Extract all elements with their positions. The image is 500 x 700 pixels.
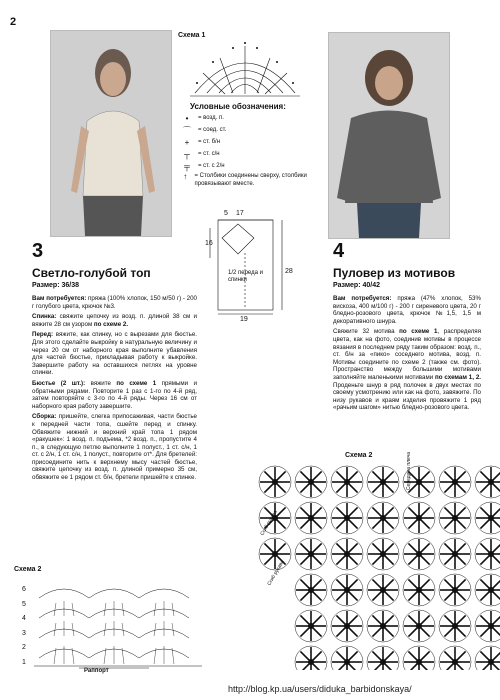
photo-top-model [50, 30, 172, 237]
motif-flower [439, 502, 471, 534]
motif-flower [295, 610, 327, 642]
t-icon: ┬ [184, 149, 190, 159]
motif-flower [475, 646, 500, 670]
scheme2-left-diagram [34, 578, 202, 670]
legend-title: Условные обозначения: [190, 102, 286, 111]
legend-item [180, 136, 325, 148]
article3-number: 3 [32, 240, 44, 262]
legend-item [180, 172, 325, 190]
legend-text: = возд. п. [198, 115, 224, 121]
motif-flower [475, 610, 500, 642]
motif-flower [295, 538, 327, 570]
motif-flower [367, 538, 399, 570]
motif-flower [475, 502, 500, 534]
article3-bustier: Бюстье (2 шт.): вяжите по схеме 1 прямыми и обратными рядами. Повторите 1 раз с 1-го по 4-й ряд, затем повторяйте с 3-го по 4-й ряды. Через 16 см от наборного края работу завершите. [32, 379, 197, 410]
model-illustration-left [51, 31, 171, 236]
motif-flower [403, 610, 435, 642]
legend-item [180, 148, 325, 160]
scheme2-right-title: Схема 2 [345, 452, 373, 459]
motif-flower [475, 466, 500, 498]
article4-materials: Вам потребуется: пряжа (47% хлопок, 53% вискоза, 400 м/100 г) - 200 г сиреневого цвета, 20 г бледно-розового цвета, крючок №1,5, 1,5 м декоративного шнура. [333, 295, 481, 325]
motif-flower [439, 466, 471, 498]
motif-flower [439, 574, 471, 606]
scheme2-left-title: Схема 2 [14, 566, 42, 573]
dim-16: 16 [205, 240, 213, 247]
legend-text: = соед. ст. [198, 127, 227, 133]
label-shoulder-center: Середина плеча [406, 451, 413, 491]
article3-title: Светло-голубой топ [32, 266, 151, 280]
motif-flower [403, 502, 435, 534]
size-label: Размер: [333, 282, 361, 289]
article3-front: Перед: вяжите, как спинку, но с вырезами для бюстье. Для этого сделайте выкройку в натуральную величину и через 20 см от наборного края выполните убавления для частей бюстье, прикладывая работу к выкройке. Завершите работу на оставшихся петлях на уровне спинки. [32, 331, 197, 377]
legend-text: = ст. с/н [198, 151, 220, 157]
motif-flower [259, 538, 291, 570]
dim-17: 17 [236, 210, 244, 217]
model-illustration-right [329, 33, 449, 238]
article3-back: Спинка: свяжите цепочку из возд. п. длиной 38 см и вяжите 28 см узором по схеме 2. [32, 313, 197, 328]
arrow-up-icon: ↑ [183, 172, 188, 181]
article4-instructions: Свяжите 32 мотива по схеме 1, распределяя цвета, как на фото, соединив мотивы в процессе вязания в последнем ряду таким образом: возд. п., ст. б/н за «пико» соседнего мотива, возд. п. Мотивы соедините по схеме 2 (также см. фото). Пространство между большими мотивами заполняйте маленькими мотивами по схемам 1, 2. Проденьте шнур в ряд полочек в двух местах по своему усмотрению или как на фото, завяжите. По низу рукавов и краям изделия провяжите 1 ряд «рачьим шагом» нитью бледно-розового цвета. [333, 328, 482, 412]
pattern-center-label: 1/2 переда и спинки [228, 270, 263, 283]
motif-flower [367, 574, 399, 606]
motif-flower [295, 502, 327, 534]
article4-number: 4 [333, 240, 345, 262]
motif-flower [403, 538, 435, 570]
motif-flower [475, 574, 500, 606]
article3-size [32, 282, 79, 289]
dim-5: 5 [224, 210, 228, 217]
scheme1-title: Схема 1 [178, 32, 206, 39]
motif-flower [367, 646, 399, 670]
legend-text: = ст. б/н [198, 139, 221, 145]
legend-item [180, 124, 325, 136]
motif-flower [367, 466, 399, 498]
size-value: 40/42 [362, 282, 381, 289]
motif-flower [331, 538, 363, 570]
arc-icon: ⌒ [183, 125, 191, 135]
dim-19: 19 [240, 316, 248, 323]
page-number: 2 [10, 16, 17, 28]
legend-note: = Столбики соединены сверху, столбики провязывают вместе. [194, 173, 307, 187]
article4-title: Пуловер из мотивов [333, 266, 456, 280]
label-sleeve-fold: Сгиб рукава [259, 509, 279, 537]
row-numbers: 6 5 4 3 2 1 [22, 586, 26, 666]
legend-list [180, 112, 325, 190]
motif-flower [331, 610, 363, 642]
motif-flower [331, 646, 363, 670]
motif-flower [259, 466, 291, 498]
footer-url[interactable]: http://blog.kp.ua/users/diduka_barbidonskaya/ [228, 684, 412, 694]
motif-flower [331, 466, 363, 498]
photo-pullover-model [328, 32, 450, 239]
size-value: 36/38 [61, 282, 80, 289]
motif-flower [295, 574, 327, 606]
legend-item [180, 112, 325, 124]
motif-flower [403, 574, 435, 606]
article4-size [333, 282, 380, 289]
motif-flower [331, 502, 363, 534]
motif-flower [295, 466, 327, 498]
motif-flower [439, 610, 471, 642]
legend-text: = ст. с 2/н [198, 163, 225, 169]
dot-icon: • [185, 113, 189, 123]
cross-icon: + [184, 137, 190, 147]
motif-flower [367, 502, 399, 534]
article3-body [32, 295, 197, 482]
motif-flower [331, 574, 363, 606]
article3-materials: Вам потребуется: пряжа (100% хлопок, 150 м/50 г) - 200 г голубого цвета, крючок №3. [32, 295, 197, 310]
scheme1-diagram [185, 38, 305, 100]
motif-flower [439, 538, 471, 570]
size-label: Размер: [32, 282, 60, 289]
motif-flower [295, 646, 327, 670]
motif-flower [403, 646, 435, 670]
article4-body [333, 295, 481, 412]
motif-layout-diagram [215, 460, 500, 670]
dim-28: 28 [285, 268, 293, 275]
motif-flower [439, 646, 471, 670]
t2-icon: ╤ [184, 161, 190, 171]
motif-flower [367, 610, 399, 642]
rapport-label: Раппорт [84, 668, 109, 674]
legend-item [180, 160, 325, 172]
article3-assembly: Сборка: пришейте, слегка припосаживая, части бюстье к передней части топа, сшейте перед и спинку. Обвяжите нижний и верхний край топа 1 рядом «ракушек»: 1 возд. п. подъема, *2 возд. п., пропустите 4 п., в следующую петлю выполните 1 полуст., 1 ст. с/н, 1 ст. с 2/н, 1 ст. с/н, 1 полуст., повторите от*. Для бретелей: присоедините нить к верхнему мысу частей бюстье, свяжите цепочку из возд. п. длиной примерно 35 см, обвяжите ее 1 рядом ст. б/н, бретели пришейте к спинке. [32, 413, 197, 482]
label-sleeve-fold-2: Сгиб рукава [266, 559, 286, 587]
motif-flower [475, 538, 500, 570]
